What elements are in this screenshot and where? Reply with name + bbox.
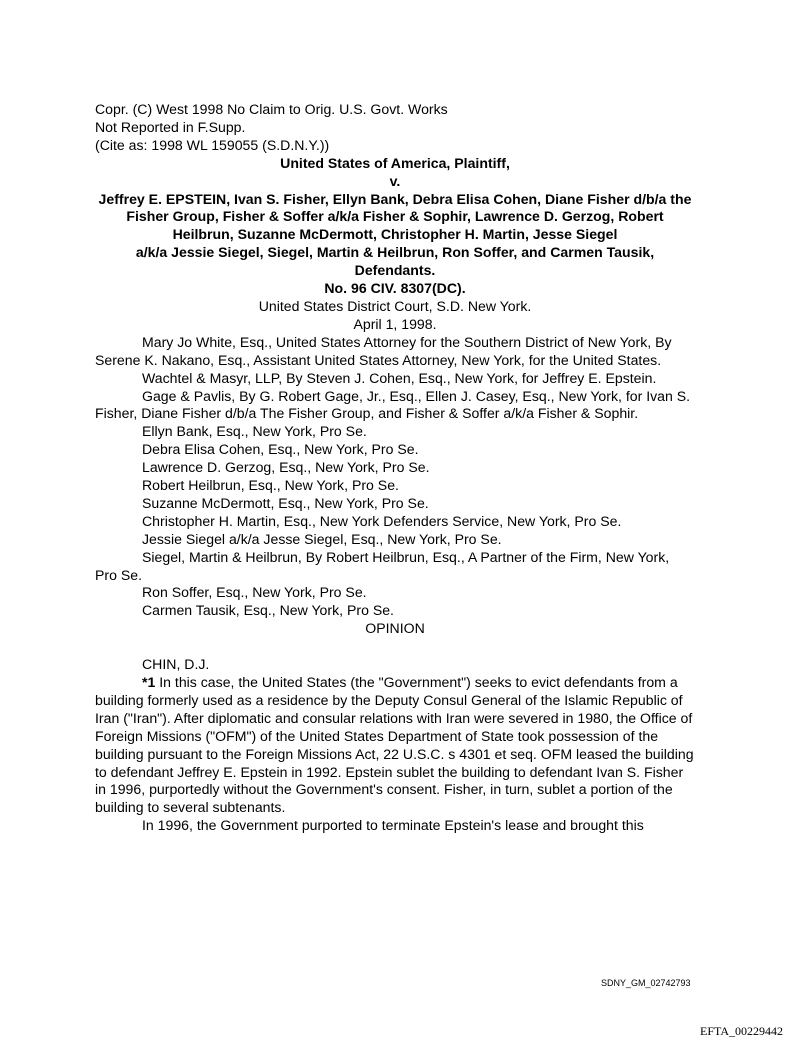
caption-versus: v. xyxy=(389,172,401,189)
caption-plaintiff: United States of America, Plaintiff, xyxy=(280,154,510,171)
court-name: United States District Court, S.D. New York. xyxy=(258,297,532,314)
counsel-entry: Mary Jo White, Esq., United States Attorney for the Southern District of New York, By Serene K. Nakano, Esq., Assistant United States Attorney, New York, for the United States. xyxy=(95,333,672,368)
counsel-entry: Lawrence D. Gerzog, Esq., New York, Pro Se. xyxy=(142,459,430,476)
opinion-paragraph-1 xyxy=(95,674,695,817)
copyright-line: Copr. (C) West 1998 No Claim to Orig. U.S. Govt. Works xyxy=(95,101,448,117)
counsel-entry: Robert Heilbrun, Esq., New York, Pro Se. xyxy=(142,477,399,494)
efta-number: EFTA_00229442 xyxy=(700,1024,784,1038)
counsel-entry: Wachtel & Masyr, LLP, By Steven J. Cohen, Esq., New York, for Jeffrey E. Epstein. xyxy=(142,369,657,386)
counsel-entry: Ellyn Bank, Esq., New York, Pro Se. xyxy=(142,423,367,440)
paragraph-text: In this case, the United States (the "Government") seeks to evict defendants from a building formerly used as a residence by the Deputy Consul General of the Islamic Republic of Iran ("Iran"). After diplomatic and consular relations with Iran were severed in 1980, the Office of Foreign Missions ("OFM") of the United States Department of State took possession of the building pursuant to the Foreign Missions Act, 22 U.S.C. s 4301 et seq. OFM leased the building to defendant Jeffrey E. Epstein in 1992. Epstein sublet the building to defendant Ivan S. Fisher in 1996, purportedly without the Government's consent. Fisher, in turn, sublet a portion of the building to several subtenants. xyxy=(95,673,694,816)
document-body xyxy=(95,101,695,835)
caption-defendants-2: a/k/a Jessie Siegel, Siegel, Martin & Heilbrun, Ron Soffer, and Carmen Tausik, Defendants. xyxy=(135,244,655,279)
decision-date: April 1, 1998. xyxy=(353,315,437,332)
citation-line: (Cite as: 1998 WL 159055 (S.D.N.Y.)) xyxy=(95,136,330,153)
star-page-marker: *1 xyxy=(142,673,156,690)
counsel-entry: Debra Elisa Cohen, Esq., New York, Pro Se. xyxy=(142,441,419,458)
reporter-line: Not Reported in F.Supp. xyxy=(95,118,246,135)
docket-number: No. 96 CIV. 8307(DC). xyxy=(324,280,466,297)
caption-defendants-1: Jeffrey E. EPSTEIN, Ivan S. Fisher, Ellyn Bank, Debra Elisa Cohen, Diane Fisher d/b/a the Fisher Group, Fisher & Soffer a/k/a Fisher & Sophir, Lawrence D. Gerzog, Robert Heilbrun, Suzanne McDermott, Christopher H. Martin, Jesse Siegel xyxy=(98,190,692,243)
counsel-entry: Carmen Tausik, Esq., New York, Pro Se. xyxy=(142,602,394,619)
counsel-entry: Jessie Siegel a/k/a Jesse Siegel, Esq., New York, Pro Se. xyxy=(142,530,502,547)
counsel-entry: Christopher H. Martin, Esq., New York Defenders Service, New York, Pro Se. xyxy=(142,512,622,529)
bates-number: SDNY_GM_02742793 xyxy=(601,978,691,988)
counsel-entry: Siegel, Martin & Heilbrun, By Robert Heilbrun, Esq., A Partner of the Firm, New York, Pro Se. xyxy=(95,548,670,583)
counsel-entry: Ron Soffer, Esq., New York, Pro Se. xyxy=(142,584,367,601)
opinion-heading: OPINION xyxy=(365,620,425,637)
counsel-entry: Suzanne McDermott, Esq., New York, Pro Se. xyxy=(142,494,429,511)
opinion-paragraph-2: In 1996, the Government purported to terminate Epstein's lease and brought this xyxy=(142,817,644,834)
spacer xyxy=(95,638,695,656)
judge-name: CHIN, D.J. xyxy=(142,656,210,673)
counsel-entry: Gage & Pavlis, By G. Robert Gage, Jr., Esq., Ellen J. Casey, Esq., New York, for Ivan S. Fisher, Diane Fisher d/b/a The Fisher Group, and Fisher & Soffer a/k/a Fisher & Sophir. xyxy=(95,387,691,422)
